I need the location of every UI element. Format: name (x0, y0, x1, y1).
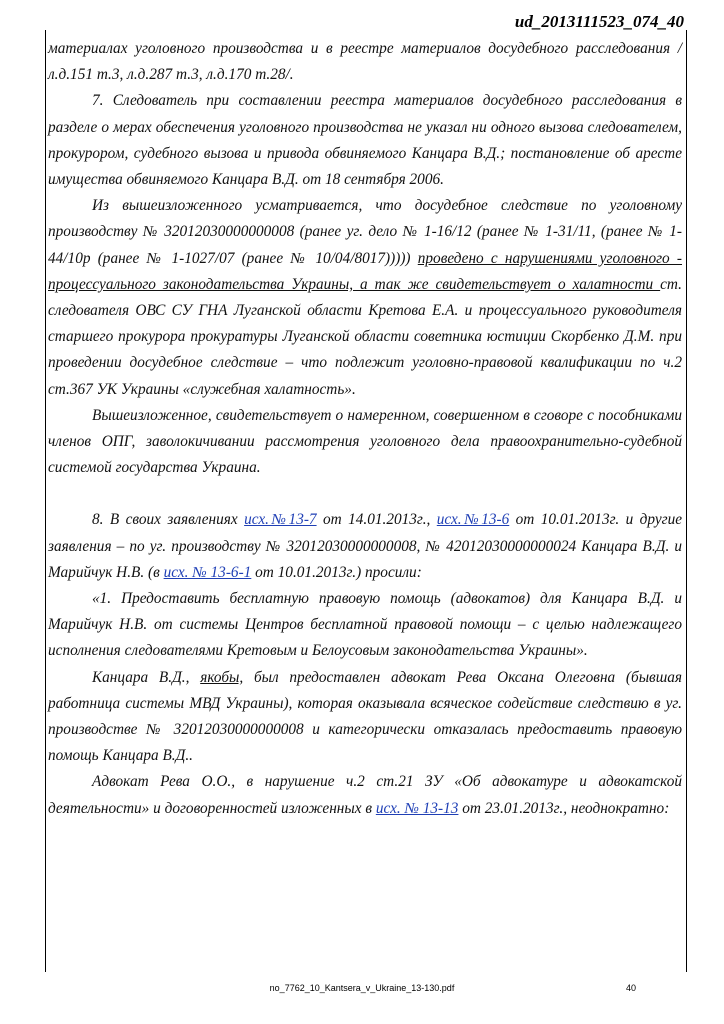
left-margin-rule (45, 30, 46, 972)
text-segment: Адвокат Рева О.О., в нарушение ч.2 ст.21 ЗУ «Об адвокатуре и адвокатской деятельности» и договоренностей изложенных в (48, 773, 682, 817)
text-segment: от 14.01.2013г., (316, 511, 437, 529)
document-id-header: ud_2013111523_074_40 (514, 12, 684, 31)
underlined-text: проведено с нарушениями уголовного - процессуального законодательства Украины, а так же свидетельствует о халатности (48, 249, 683, 293)
footer-page-number: 40 (626, 983, 637, 993)
paragraph-lawyer (48, 665, 682, 770)
text-segment: от 10.01.2013г.) просили: (251, 563, 422, 581)
paragraph-item-7: 7. Следователь при составлении реестра материалов досудебного расследования в разделе о мерах обеспечения уголовного производства не указал ни одного вызова следователем, прокурором, судебного вызова и привода обвиняемого Канцара В.Д.; постановление об аресте имущества обвиняемого Канцара В.Д. от 18 сентября 2006. (48, 92, 682, 189)
text-segment: от 10.01.2013г. и другие заявления – по уг. производству № 32012030000000008, № 42012030000000024 Канцара В.Д. и Марийчук Н.В. (в (48, 511, 683, 581)
text-segment: ст. следователя ОВС СУ ГНА Луганской области Кретова Е.А. и процессуального руководителя старшего прокурора прокуратуры Луганской области советника юстиции Скорбенко Д.М. при проведении досудебное следствие – что подлежит уголовно-правовой квалификации по ч.2 ст.367 УК Украины «служебная халатность». (48, 275, 682, 398)
underlined-text: якобы, (200, 668, 244, 686)
link-ref-13-6[interactable]: исх.№13-6 (436, 511, 510, 529)
paragraph-spacer (48, 481, 682, 507)
footer-filename: no_7762_10_Kantsera_v_Ukraine_13-130.pdf (269, 983, 455, 993)
link-ref-13-7[interactable]: исх.№13-7 (244, 511, 317, 529)
document-body (48, 36, 682, 822)
paragraph-summary: Вышеизложенное, свидетельствует о намеренном, совершенном в сговоре с пособниками членов ОПГ, заволокичивании рассмотрения уголовного дела правоохранительно-судебной системой государства Украина. (48, 406, 682, 477)
paragraph-lawyer-violation (48, 769, 682, 821)
link-ref-13-13[interactable]: исх. № 13-13 (375, 799, 459, 817)
right-margin-rule (686, 30, 687, 972)
paragraph-conclusion (48, 193, 682, 403)
text-segment: от 23.01.2013г., неоднократно: (458, 799, 670, 817)
paragraph-continuation: материалах уголовного производства и в реестре материалов досудебного расследования /л.д.151 т.3, л.д.287 т.3, л.д.170 т.28/. (48, 40, 682, 84)
text-segment: 8. В своих заявлениях (92, 511, 245, 529)
text-segment: Из вышеизложенного усматривается, что досудебное следствие по уголовному производству № 32012030000000008 (ранее уг. дело № 1-16/12 (ранее № 1-31/11, (ранее № 1-44/10р (ранее № 1-1027/07 (ранее № 10/04/8017))))) (48, 197, 682, 267)
paragraph-item-8 (48, 507, 682, 586)
paragraph-request-quote: «1. Предоставить бесплатную правовую помощь (адвокатов) для Канцара В.Д. и Марийчук Н.В. от системы Центров бесплатной правовой помощи – с целью надлежащего исполнения следователями Кретовым и Белоусовым законодательства Украины». (48, 590, 682, 660)
link-ref-13-6-1[interactable]: исх. № 13-6-1 (163, 563, 252, 581)
text-segment: был предоставлен адвокат Рева Оксана Олеговна (бывшая работница системы МВД Украины), которая оказывала всяческое содействие следствию в уг. производстве № 32012030000000008 и категорически отказалась предоставить правовую помощь Канцара В.Д.. (48, 668, 683, 765)
text-segment: Канцара В.Д., (92, 668, 201, 686)
